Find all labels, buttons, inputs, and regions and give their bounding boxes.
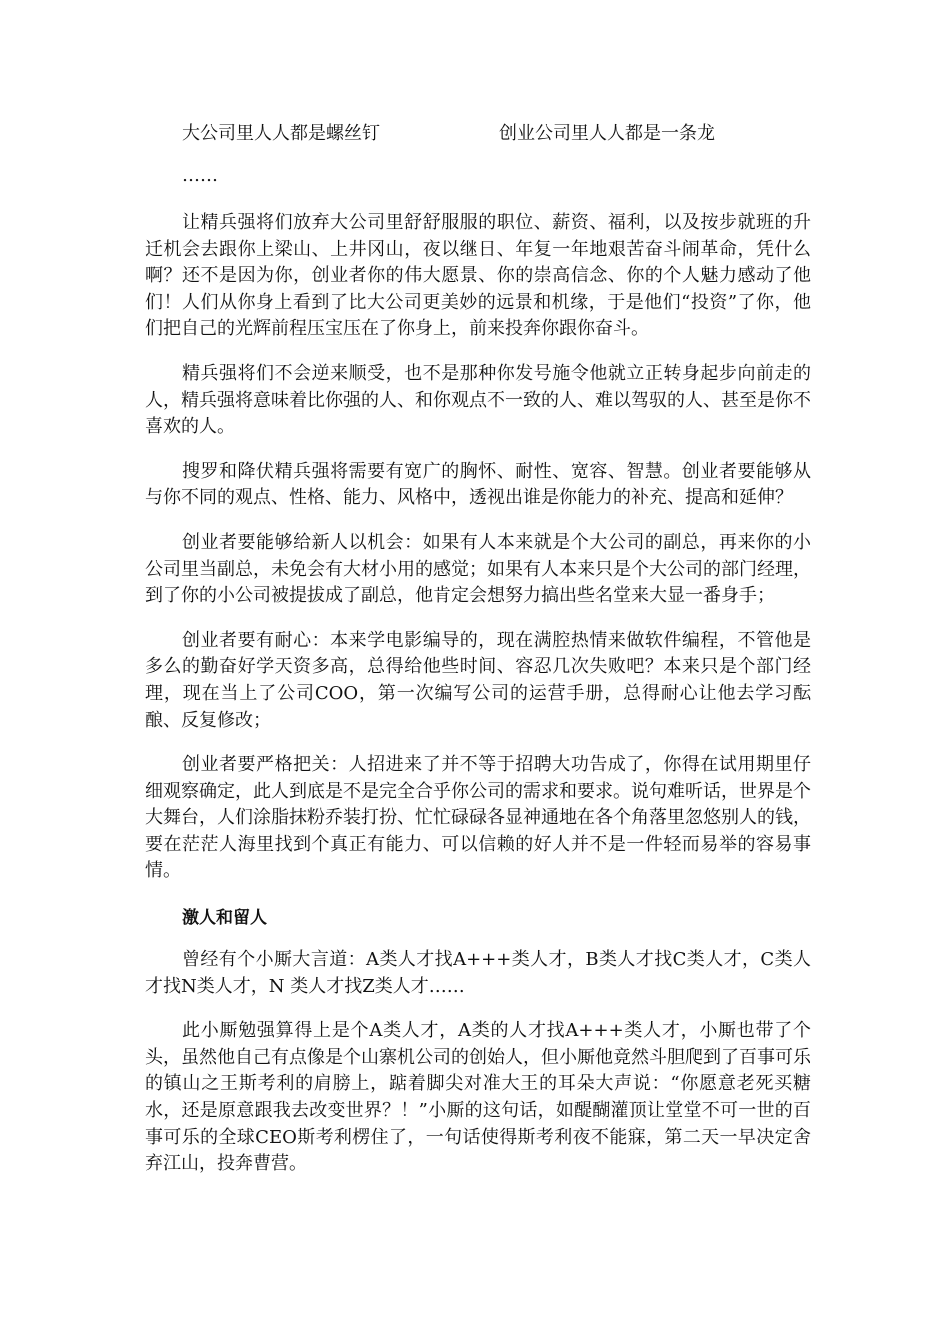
header-left-text: 大公司里人人都是螺丝钉 bbox=[182, 123, 380, 144]
document-page bbox=[145, 118, 811, 1196]
header-pair bbox=[145, 118, 811, 150]
paragraph: 曾经有个小厮大言道：A类人才找A+++类人才，B类人才找C类人才，C类人才找N类人才，N 类人才找Z类人才…… bbox=[145, 949, 811, 997]
paragraph: 让精兵强将们放弃大公司里舒舒服服的职位、薪资、福利，以及按步就班的升迁机会去跟你上梁山、上井冈山，夜以继日、年复一年地艰苦奋斗闹革命，凭什么啊？还不是因为你，创业者你的伟大愿景、你的崇高信念、你的个人魅力感动了他们！人们从你身上看到了比大公司更美妙的远景和机缘，于是他们“投资”了你，他们把自己的光辉前程压宝压在了你身上，前来投奔你跟你奋斗。 bbox=[145, 212, 811, 340]
paragraph: 精兵强将们不会逆来顺受，也不是那种你发号施令他就立正转身起步向前走的人，精兵强将意味着比你强的人、和你观点不一致的人、难以驾驭的人、甚至是你不喜欢的人。 bbox=[145, 362, 811, 438]
ellipsis-line: …… bbox=[182, 165, 218, 186]
paragraph: 创业者要有耐心：本来学电影编导的，现在满腔热情来做软件编程，不管他是多么的勤奋好学天资多高，总得给他些时间、容忍几次失败吧？本来只是个部门经理，现在当上了公司COO，第一次编写公司的运营手册，总得耐心让他去学习酝酿、反复修改； bbox=[145, 629, 811, 731]
paragraph: 搜罗和降伏精兵强将需要有宽广的胸怀、耐性、宽容、智慧。创业者要能够从与你不同的观点、性格、能力、风格中，透视出谁是你能力的补充、提高和延伸？ bbox=[145, 460, 811, 509]
paragraph: 创业者要能够给新人以机会：如果有人本来就是个大公司的副总，再来你的小公司里当副总，未免会有大材小用的感觉；如果有人本来只是个大公司的部门经理，到了你的小公司被提拔成了副总，他肯定会想努力搞出些名堂来大显一番身手； bbox=[145, 531, 811, 607]
paragraph: 此小厮勉强算得上是个A类人才，A类的人才找A+++类人才，小厮也带了个头，虽然他自己有点像是个山寨机公司的创始人，但小厮他竟然斗胆爬到了百事可乐的镇山之王斯考利的肩膀上，踮着脚尖对准大王的耳朵大声说：“你愿意老死买糖水，还是原意跟我去改变世界？！”小厮的这句话，如醍醐灌顶让堂堂不可一世的百事可乐的全球CEO斯考利楞住了，一句话使得斯考利夜不能寐，第二天一早决定舍弃江山，投奔曹营。 bbox=[145, 1020, 811, 1175]
section-heading: 激人和留人 bbox=[182, 908, 267, 929]
header-right-text: 创业公司里人人都是一条龙 bbox=[499, 123, 715, 144]
paragraph: 创业者要严格把关：人招进来了并不等于招聘大功告成了，你得在试用期里仔细观察确定，此人到底是不是完全合乎你公司的需求和要求。说句难听话，世界是个大舞台，人们涂脂抹粉乔装打扮、忙忙碌碌各显神通地在各个角落里忽悠别人的钱，要在茫茫人海里找到个真正有能力、可以信赖的好人并不是一件轻而易举的容易事情。 bbox=[145, 754, 811, 882]
